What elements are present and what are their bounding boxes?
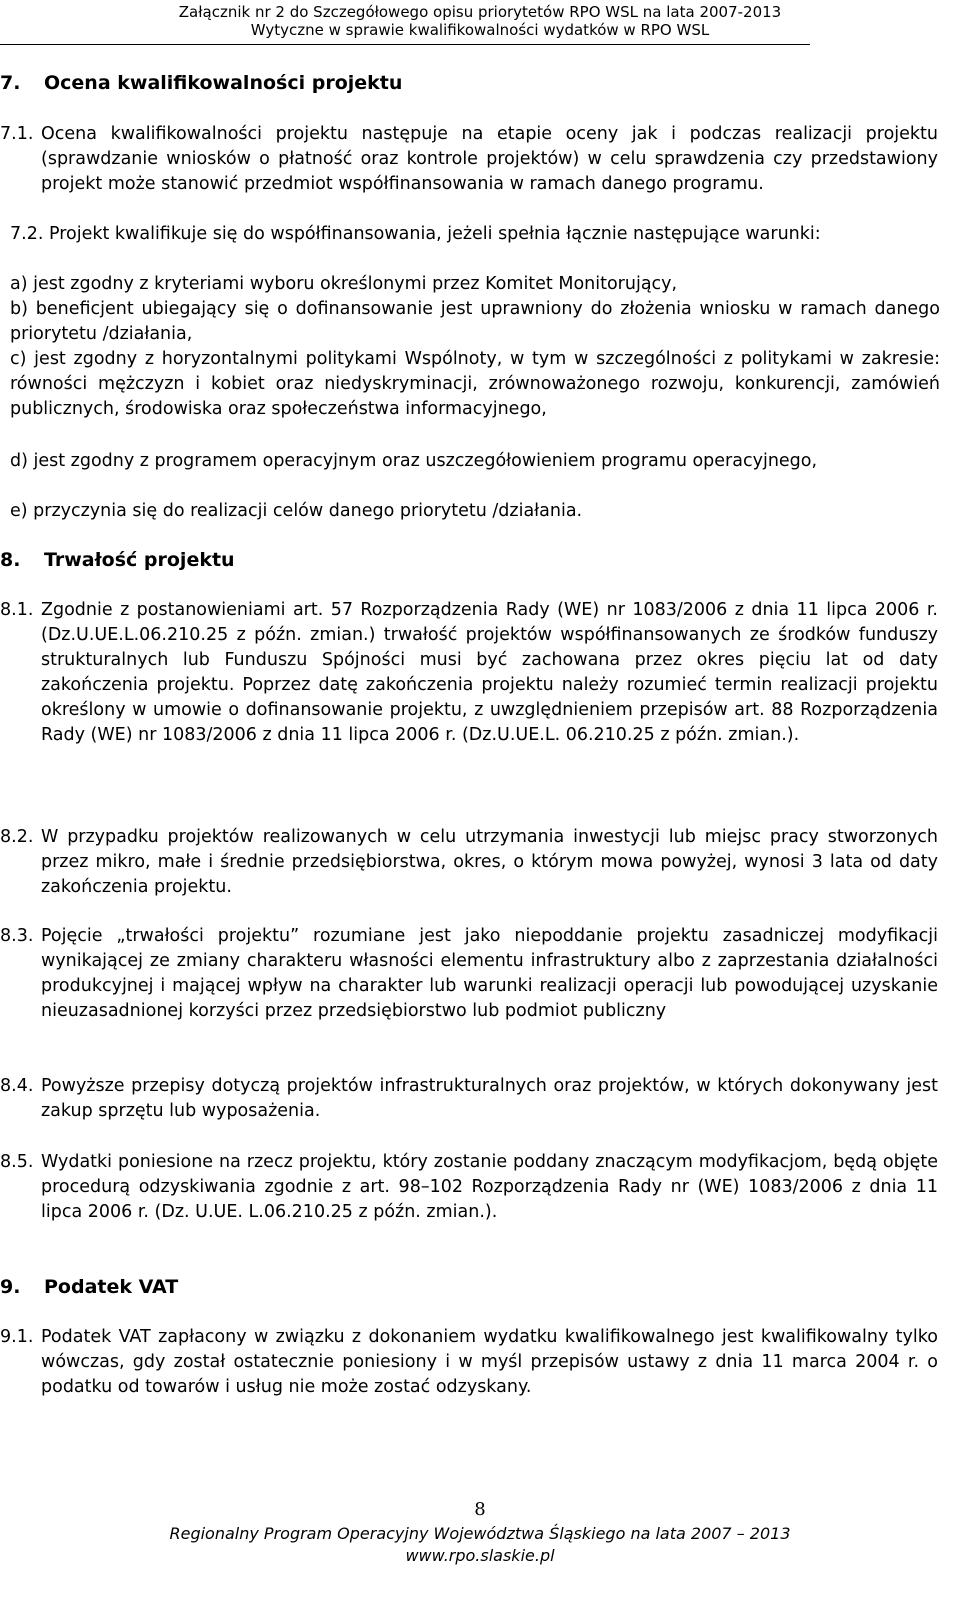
condition-d: d) jest zgodny z programem operacyjnym oraz uszczegółowieniem programu operacyjnego, xyxy=(10,451,818,471)
paragraph-7-2: 7.2. Projekt kwalifikuje się do współfinansowania, jeżeli spełnia łącznie następujące warunki: xyxy=(10,224,821,244)
page-number: 8 xyxy=(474,1499,486,1520)
paragraph-number: 8.2. xyxy=(0,827,34,847)
paragraph-number: 8.4. xyxy=(0,1076,34,1096)
paragraph-number: 8.3. xyxy=(0,926,34,946)
paragraph-text: Podatek VAT zapłacony w związku z dokonaniem wydatku kwalifikowalnego jest kwalifikowalny tylko wówczas, gdy został ostatecznie poniesiony i w myśl przepisów ustawy z dnia 11 marca 2004 r. o podatku od towarów i usług nie może zostać odzyskany. xyxy=(41,1327,938,1397)
footer-program-name: Regionalny Program Operacyjny Województwa Śląskiego na lata 2007 – 2013 xyxy=(169,1524,791,1543)
paragraph-text: Wydatki poniesione na rzecz projektu, który zostanie poddany znaczącym modyfikacjom, będą objęte procedurą odzyskiwania zgodnie z art. 98–102 Rozporządzenia Rady nr (WE) 1083/2006 z dnia 11 lipca 2006 r. (Dz. U.UE. L.06.210.25 z późn. zmian.). xyxy=(41,1152,938,1222)
footer-website-link[interactable]: www.rpo.slaskie.pl xyxy=(405,1546,555,1565)
section-9-heading xyxy=(0,1275,178,1300)
section-title: Trwałość projektu xyxy=(44,549,235,571)
paragraph-text: Pojęcie „trwałości projektu” rozumiane jest jako niepoddanie projektu zasadniczej modyfikacji wynikającej ze zmiany charakteru własności elementu infrastruktury albo z zaprzestania działalności produkcyjnej i mającej wpływ na charakter lub warunki realizacji operacji lub powodującej uzyskanie nieuzasadnionej korzyści przez przedsiębiorstwo lub podmiot publiczny xyxy=(41,926,938,1021)
section-title: Podatek VAT xyxy=(44,1276,179,1298)
section-number: 8. xyxy=(0,549,21,571)
section-7-heading xyxy=(0,71,402,96)
paragraph-text: Zgodnie z postanowieniami art. 57 Rozporządzenia Rady (WE) nr 1083/2006 z dnia 11 lipca 2006 r. (Dz.U.UE.L.06.210.25 z późn. zmian.) trwałość projektów współfinansowanych ze środków funduszy strukturalnych lub Funduszu Spójności musi być zachowana przez okres pięciu lat od daty zakończenia projektu. Poprzez datę zakończenia projektu należy rozumieć termin realizacji projektu określony w umowie o dofinansowanie projektu, z uwzględnieniem przepisów art. 88 Rozporządzenia Rady (WE) nr 1083/2006 z dnia 11 lipca 2006 r. (Dz.U.UE.L. 06.210.25 z późn. zmian.). xyxy=(41,600,938,745)
paragraph-text: Powyższe przepisy dotyczą projektów infrastrukturalnych oraz projektów, w których dokonywany jest zakup sprzętu lub wyposażenia. xyxy=(41,1076,938,1121)
paragraph-number: 7.1. xyxy=(0,124,34,144)
condition-a: a) jest zgodny z kryteriami wyboru określonymi przez Komitet Monitorujący, xyxy=(10,274,678,294)
header-attachment-line: Załącznik nr 2 do Szczegółowego opisu priorytetów RPO WSL na lata 2007-2013 xyxy=(178,3,782,21)
paragraph-text: W przypadku projektów realizowanych w celu utrzymania inwestycji lub miejsc pracy stworzonych przez mikro, małe i średnie przedsiębiorstwa, okres, o którym mowa powyżej, wynosi 3 lata od daty zakończenia projektu. xyxy=(41,827,938,897)
header-divider xyxy=(0,44,810,45)
paragraph-number: 8.5. xyxy=(0,1152,34,1172)
section-number: 9. xyxy=(0,1276,21,1298)
paragraph-number: 8.1. xyxy=(0,600,34,620)
section-title: Ocena kwalifikowalności projektu xyxy=(44,72,403,94)
paragraph-number: 9.1. xyxy=(0,1327,34,1347)
condition-b: b) beneficjent ubiegający się o dofinansowanie jest uprawniony do złożenia wniosku w ramach danego priorytetu /działania, xyxy=(10,299,940,344)
condition-e: e) przyczynia się do realizacji celów danego priorytetu /działania. xyxy=(10,501,583,521)
section-8-heading xyxy=(0,548,235,573)
header-guidelines-line: Wytyczne w sprawie kwalifikowalności wydatków w RPO WSL xyxy=(250,21,710,39)
condition-c: c) jest zgodny z horyzontalnymi politykami Wspólnoty, w tym w szczególności z politykami w zakresie: równości mężczyzn i kobiet oraz niedyskryminacji, zrównoważonego rozwoju, konkurencji, zamówień publicznych, środowiska oraz społeczeństwa informacyjnego, xyxy=(10,349,940,419)
section-number: 7. xyxy=(0,72,21,94)
paragraph-text: Ocena kwalifikowalności projektu następuje na etapie oceny jak i podczas realizacji projektu (sprawdzanie wniosków o płatność oraz kontrole projektów) w celu sprawdzenia czy przedstawiony projekt może stanowić przedmiot współfinansowania w ramach danego programu. xyxy=(41,124,938,194)
